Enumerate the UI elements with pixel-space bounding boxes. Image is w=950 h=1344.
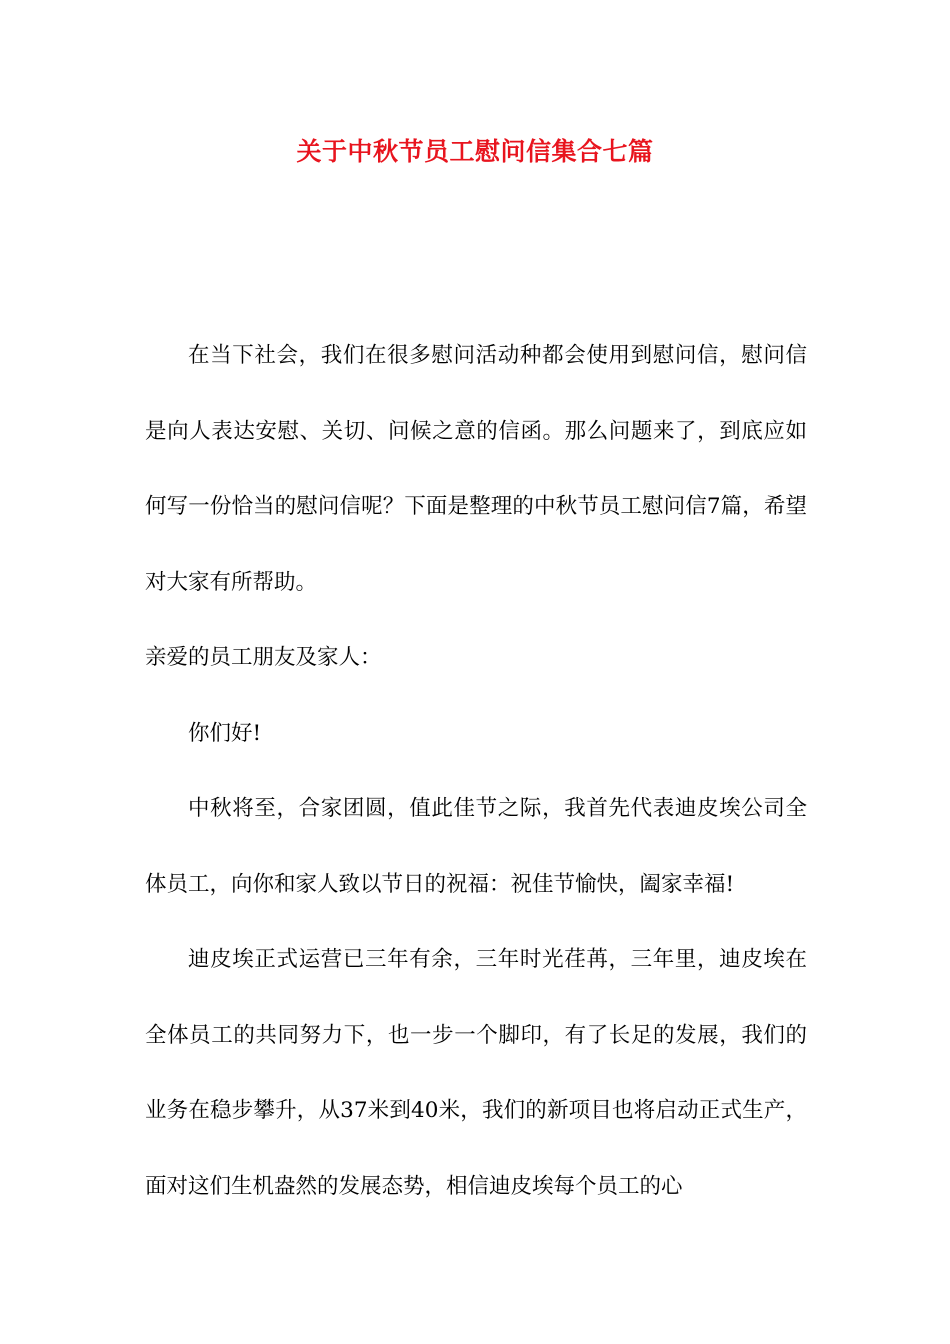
paragraph-intro: 在当下社会，我们在很多慰问活动种都会使用到慰问信，慰问信是向人表达安慰、关切、问候之意的信函。那么问题来了，到底应如何写一份恰当的慰问信呢？下面是整理的中秋节员工慰问信7篇，希望对大家有所帮助。 xyxy=(145,343,807,595)
document-body xyxy=(145,318,807,1224)
document-title: 关于中秋节员工慰问信集合七篇 xyxy=(296,137,654,166)
paragraph-festival-wishes: 中秋将至，合家团圆，值此佳节之际，我首先代表迪皮埃公司全体员工，向你和家人致以节日的祝福：祝佳节愉快，阖家幸福! xyxy=(145,796,807,897)
paragraph-company-development: 迪皮埃正式运营已三年有余，三年时光荏苒，三年里，迪皮埃在全体员工的共同努力下，也一步一个脚印，有了长足的发展，我们的业务在稳步攀升，从37米到40米，我们的新项目也将启动正式生产，面对这们生机盎然的发展态势，相信迪皮埃每个员工的心 xyxy=(145,947,807,1199)
paragraph-greeting: 你们好! xyxy=(188,720,262,746)
paragraph-salutation: 亲爱的员工朋友及家人： xyxy=(145,645,382,670)
